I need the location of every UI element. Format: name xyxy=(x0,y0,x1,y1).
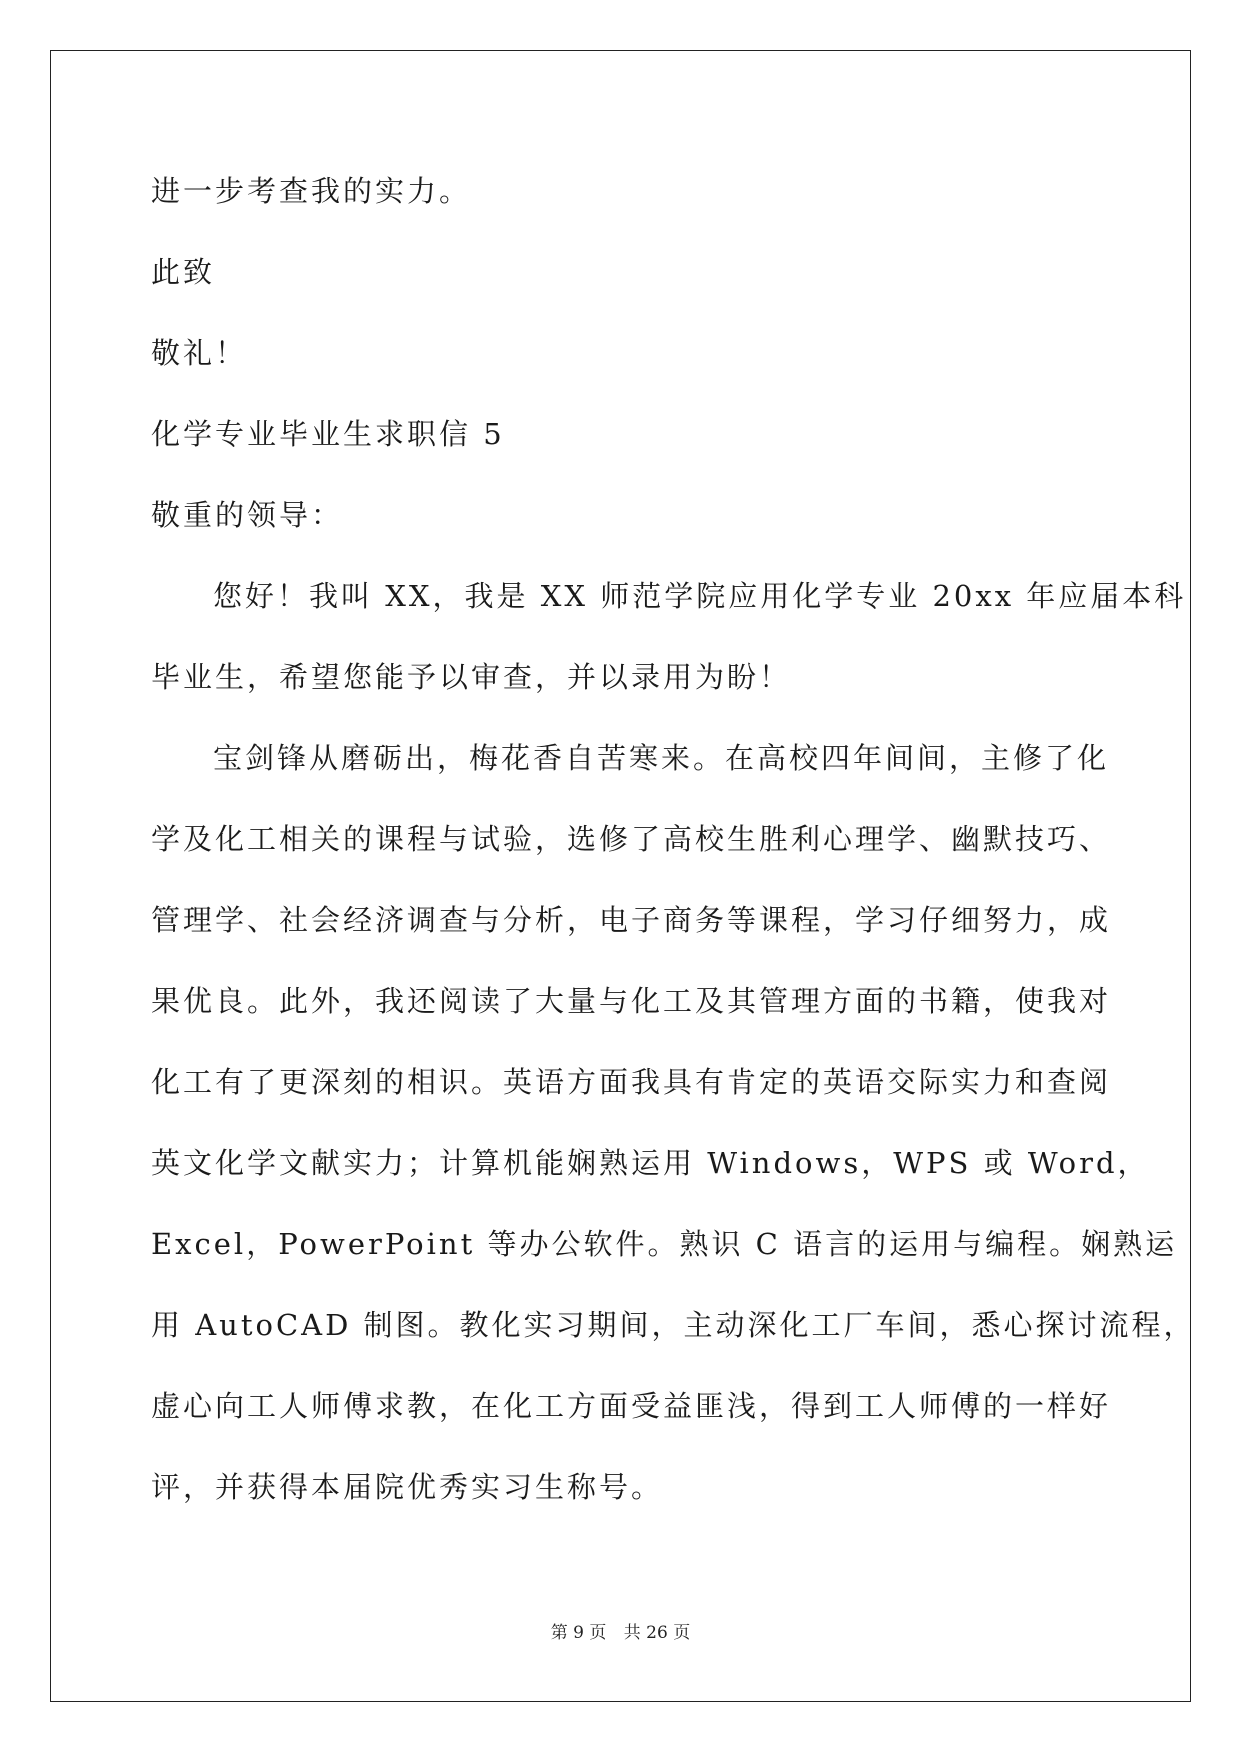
text-line: 您好！我叫 XX，我是 XX 师范学院应用化学专业 20xx 年应届本科 xyxy=(213,579,1187,613)
text-line: 进一步考查我的实力。 xyxy=(151,174,472,208)
text-line: 敬礼！ xyxy=(151,336,248,370)
text-line: Excel，PowerPoint 等办公软件。熟识 C 语言的运用与编程。娴熟运 xyxy=(151,1227,1178,1261)
text-line: 宝剑锋从磨砺出，梅花香自苦寒来。在高校四年间间，主修了化 xyxy=(213,741,1110,775)
text-line: 化工有了更深刻的相识。英语方面我具有肯定的英语交际实力和查阅 xyxy=(151,1065,1112,1099)
text-line: 用 AutoCAD 制图。教化实习期间，主动深化工厂车间，悉心探讨流程， xyxy=(151,1308,1196,1342)
text-line: 英文化学文献实力；计算机能娴熟运用 Windows，WPS 或 Word， xyxy=(151,1146,1150,1180)
text-line: 管理学、社会经济调查与分析，电子商务等课程，学习仔细努力，成 xyxy=(151,903,1112,937)
page-total: 共 26 页 xyxy=(623,1623,691,1643)
text-line: 毕业生，希望您能予以审查，并以录用为盼！ xyxy=(151,660,792,694)
text-line: 此致 xyxy=(151,255,216,289)
page-number: 第 9 页 xyxy=(550,1623,607,1643)
document-body xyxy=(151,165,1196,1542)
text-line: 评，并获得本届院优秀实习生称号。 xyxy=(151,1470,664,1504)
page-footer xyxy=(0,1618,1241,1643)
letter-heading: 化学专业毕业生求职信 5 xyxy=(151,417,505,451)
text-line: 虚心向工人师傅求教，在化工方面受益匪浅，得到工人师傅的一样好 xyxy=(151,1389,1112,1423)
text-line: 学及化工相关的课程与试验，选修了高校生胜利心理学、幽默技巧、 xyxy=(151,822,1112,856)
text-line: 果优良。此外，我还阅读了大量与化工及其管理方面的书籍，使我对 xyxy=(151,984,1112,1018)
salutation: 敬重的领导： xyxy=(151,498,344,532)
